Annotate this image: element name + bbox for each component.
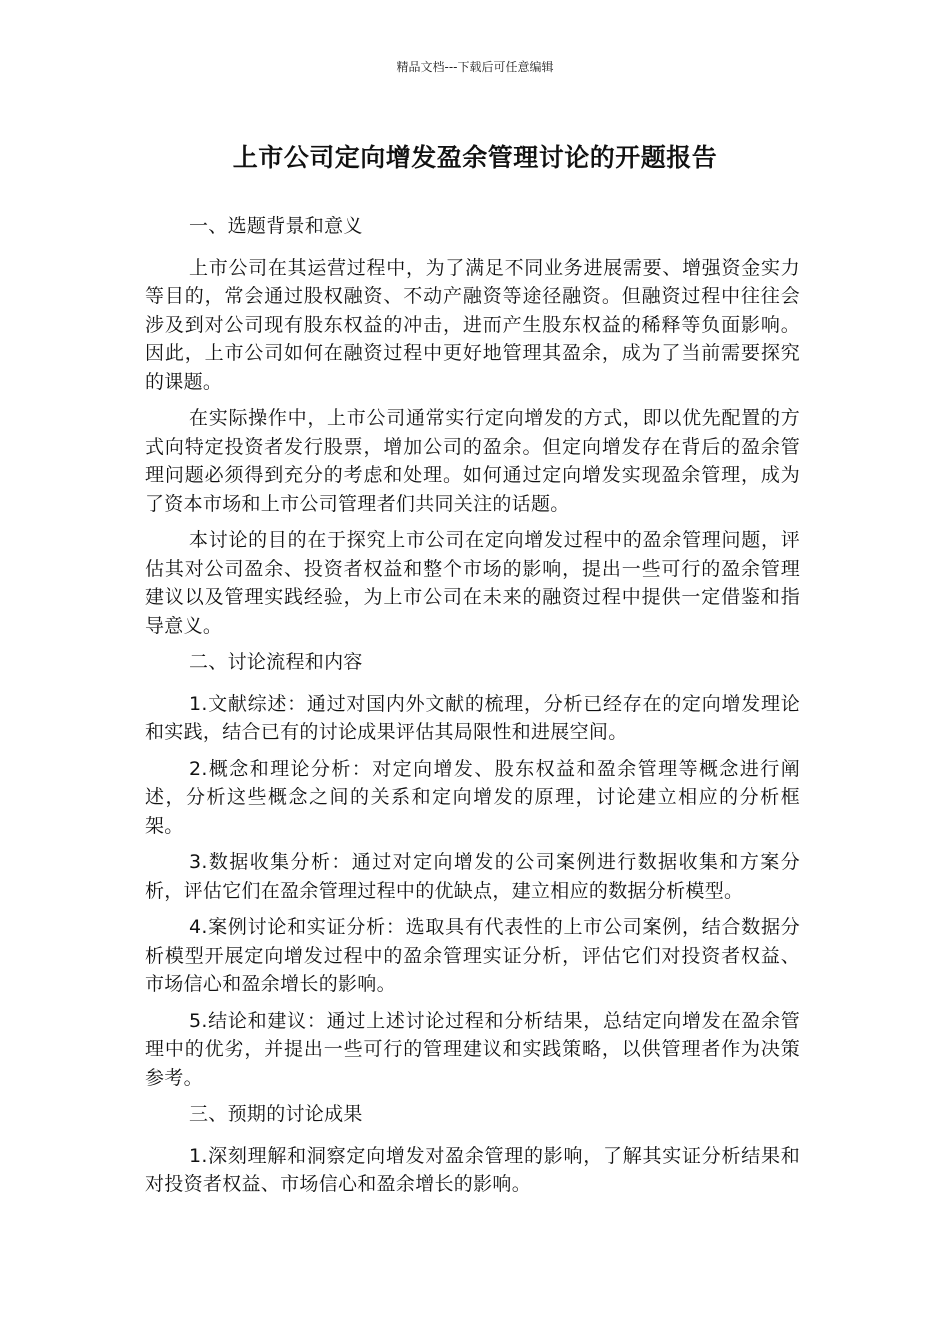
paragraph: 本讨论的目的在于探究上市公司在定向增发过程中的盈余管理问题，评估其对公司盈余、投资者权益和整个市场的影响，提出一些可行的盈余管理建议以及管理实践经验，为上市公司在未来的融资过程中提供一定借鉴和指导意义。 [145,529,800,637]
list-item: 1.深刻理解和洞察定向增发对盈余管理的影响，了解其实证分析结果和对投资者权益、市场信心和盈余增长的影响。 [145,1144,800,1195]
section-background [145,212,800,640]
paragraph: 在实际操作中，上市公司通常实行定向增发的方式，即以优先配置的方式向特定投资者发行股票，增加公司的盈余。但定向增发存在背后的盈余管理问题必须得到充分的考虑和处理。如何通过定向增发实现盈余管理，成为了资本市场和上市公司管理者们共同关注的话题。 [145,407,800,515]
list-item: 2.概念和理论分析：对定向增发、股东权益和盈余管理等概念进行阐述，分析这些概念之间的关系和定向增发的原理，讨论建立相应的分析框架。 [145,757,800,837]
paragraph: 上市公司在其运营过程中，为了满足不同业务进展需要、增强资金实力等目的，常会通过股权融资、不动产融资等途径融资。但融资过程中往往会涉及到对公司现有股东权益的冲击，进而产生股东权益的稀释等负面影响。因此，上市公司如何在融资过程中更好地管理其盈余，成为了当前需要探究的课题。 [145,256,800,393]
list-item: 1.文献综述：通过对国内外文献的梳理，分析已经存在的定向增发理论和实践，结合已有的讨论成果评估其局限性和进展空间。 [145,692,800,743]
section-heading: 一、选题背景和意义 [189,215,363,237]
document-title: 上市公司定向增发盈余管理讨论的开题报告 [232,143,718,172]
list-item: 5.结论和建议：通过上述讨论过程和分析结果，总结定向增发在盈余管理中的优劣，并提出一些可行的管理建议和实践策略，以供管理者作为决策参考。 [145,1009,800,1089]
page-header-watermark: 精品文档---下载后可任意编辑 [396,60,554,74]
section-expected-results [145,1100,800,1199]
section-heading: 三、预期的讨论成果 [189,1103,363,1125]
section-process [145,648,800,1092]
document-body [145,212,800,1207]
list-item: 4.案例讨论和实证分析：选取具有代表性的上市公司案例，结合数据分析模型开展定向增发过程中的盈余管理实证分析，评估它们对投资者权益、市场信心和盈余增长的影响。 [145,916,800,995]
list-item: 3.数据收集分析：通过对定向增发的公司案例进行数据收集和方案分析，评估它们在盈余管理过程中的优缺点，建立相应的数据分析模型。 [145,851,800,902]
section-heading: 二、讨论流程和内容 [189,651,363,673]
